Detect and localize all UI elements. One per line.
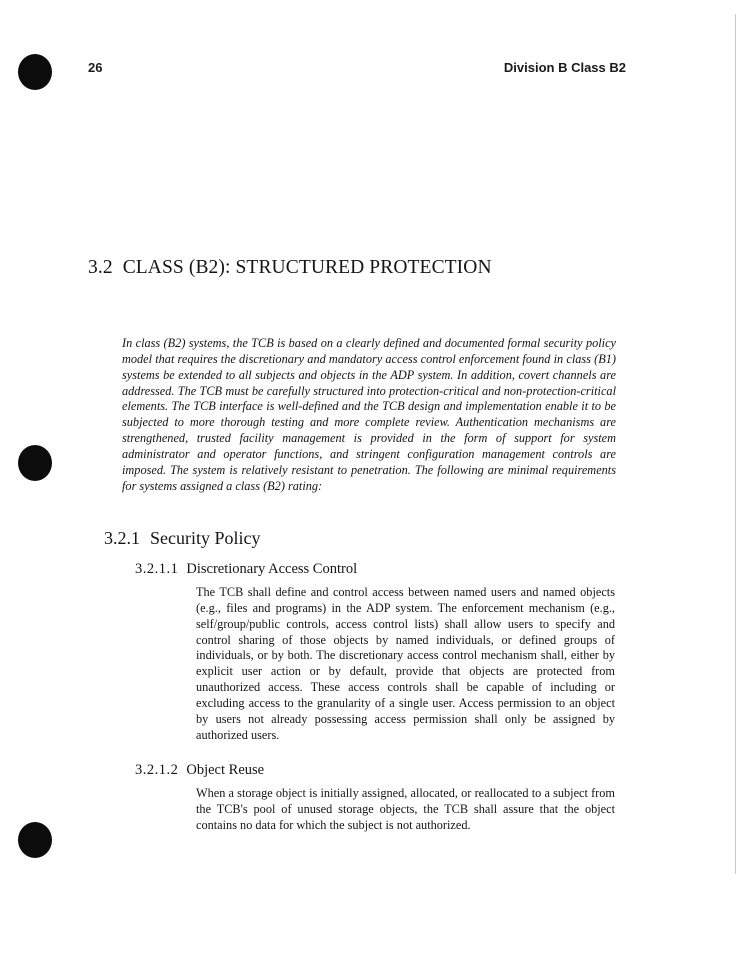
object-reuse-paragraph: When a storage object is initially assigned, allocated, or reallocated to a subject from the TCB's pool of unused storage objects, the TCB shall assure that the object contains no data for which the subject is not authorized. (196, 786, 615, 832)
binder-hole-top (18, 54, 52, 90)
dac-paragraph: The TCB shall define and control access between named users and named objects (e.g., files and programs) in the ADP system. The enforcement mechanism (e.g., self/group/public controls, access control lists) shall allow users to specify and control sharing of those objects by named individuals, or defined groups of individuals, or by both. The discretionary access control mechanism shall, either by explicit user action or by default, provide that objects are protected from unauthorized access. These access controls shall be capable of including or excluding access to the granularity of a single user. Access permission to an object by users not already possessing access permission shall only be assigned by authorized users. (196, 585, 615, 742)
section-title: CLASS (B2): STRUCTURED PROTECTION (122, 257, 492, 278)
section-number: 3.2 (88, 257, 113, 278)
subsection-heading (104, 528, 261, 549)
page-number: 26 (88, 60, 103, 75)
object-reuse-heading (135, 762, 264, 779)
subsection-number: 3.2.1 (104, 528, 140, 548)
object-reuse-title: Object Reuse (186, 762, 265, 778)
subsection-title: Security Policy (150, 528, 261, 548)
section-intro-paragraph: In class (B2) systems, the TCB is based on a clearly defined and documented formal security policy model that requires the discretionary and mandatory access control enforcement found in class (B1) systems be extended to all subjects and objects in the ADP system. In addition, covert channels are addressed. The TCB must be carefully structured into protection-critical and non-protection-critical elements. The TCB interface is well-defined and the TCB design and implementation enable it to be subjected to more thorough testing and more complete review. Authentication mechanisms are strengthened, trusted facility management is provided in the form of support for system administrator and operator functions, and stringent configuration management controls are imposed. The system is relatively resistant to penetration. The following are minimal requirements for systems assigned a class (B2) rating: (122, 336, 616, 493)
page-edge-line (735, 14, 736, 874)
dac-title: Discretionary Access Control (186, 561, 358, 577)
dac-number: 3.2.1.1 (135, 561, 179, 577)
section-heading (88, 257, 492, 279)
binder-hole-bottom (18, 822, 52, 858)
running-header: Division B Class B2 (503, 60, 626, 75)
dac-heading (135, 561, 357, 578)
object-reuse-number: 3.2.1.2 (135, 762, 179, 778)
binder-hole-middle (18, 445, 52, 481)
